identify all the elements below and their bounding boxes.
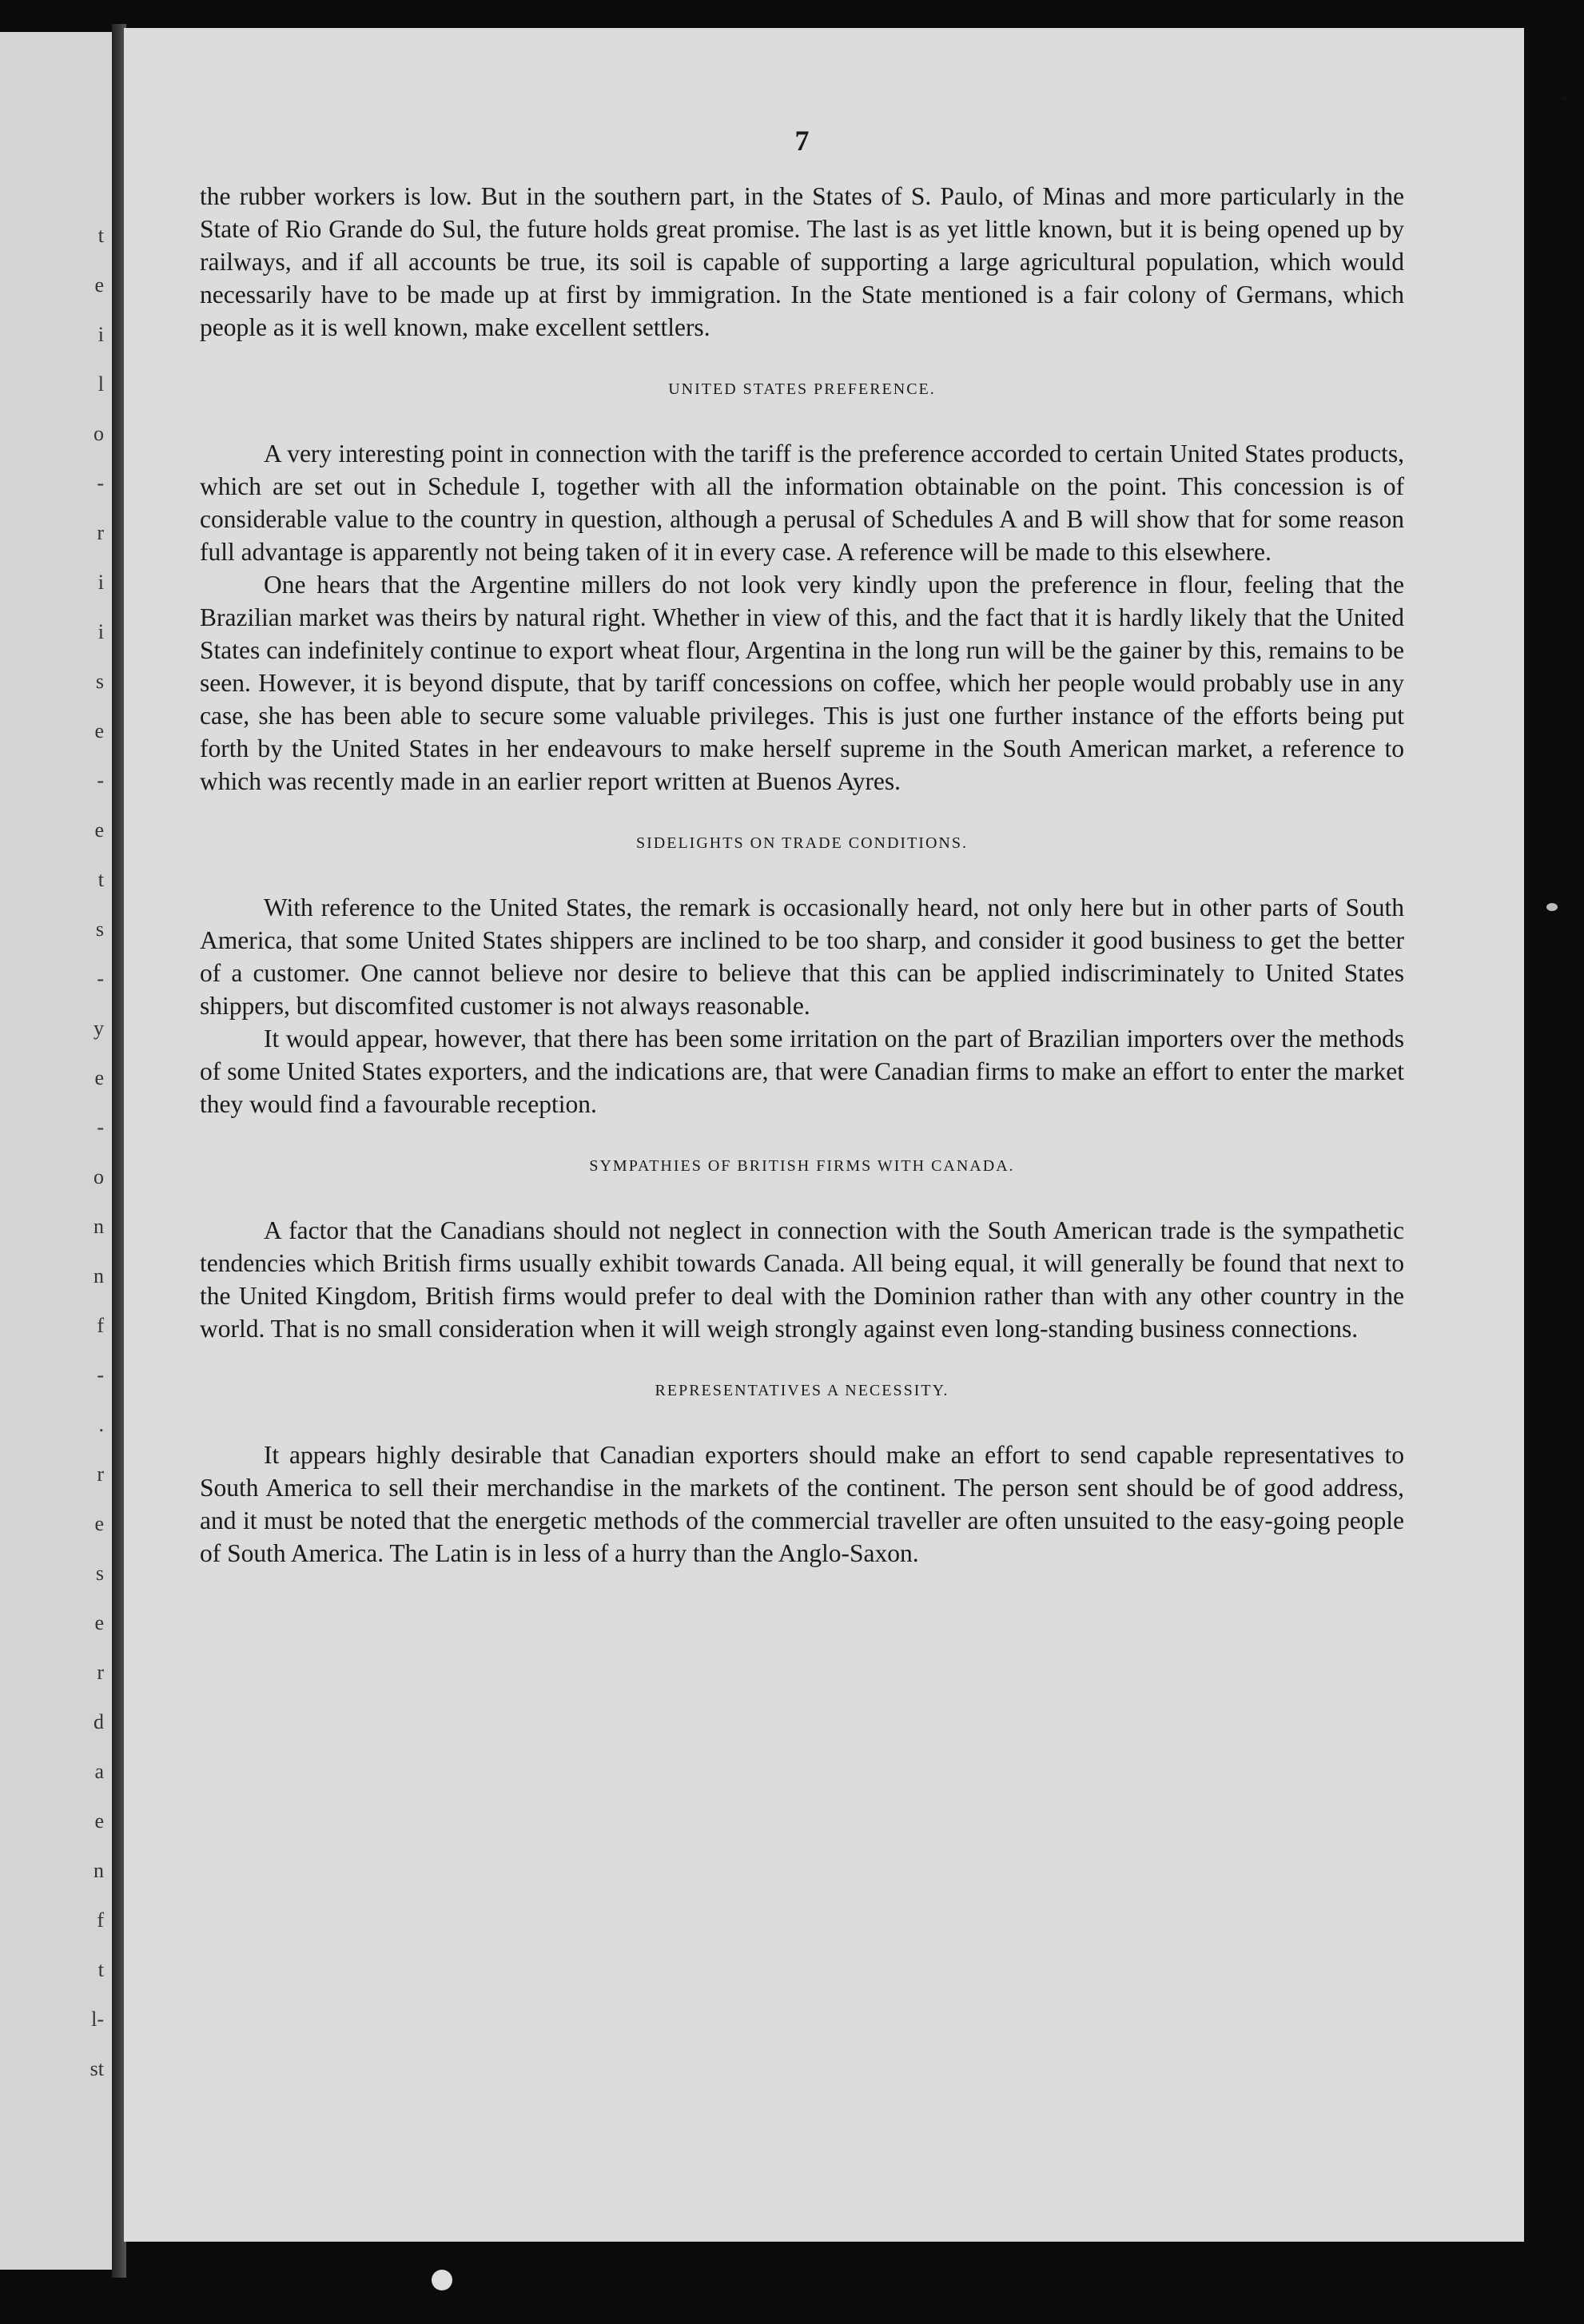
prev-page-fragment: s xyxy=(95,1562,104,1585)
prev-page-fragment: f xyxy=(97,1314,104,1337)
prev-page-fragment: a xyxy=(94,1760,104,1783)
prev-page-fragment: - xyxy=(97,1116,104,1139)
prev-page-fragment: st xyxy=(90,2057,104,2080)
section-heading-sympathies: SYMPATHIES OF BRITISH FIRMS WITH CANADA. xyxy=(589,1157,1015,1175)
prev-page-fragment: n xyxy=(94,1859,104,1882)
prev-page-fragment: l xyxy=(98,372,104,396)
prev-page-fragment: e xyxy=(94,719,104,742)
scan-speck xyxy=(1562,96,1567,101)
prev-page-fragment: e xyxy=(94,1611,104,1634)
prev-page-fragment: o xyxy=(94,1165,104,1188)
prev-page-fragment: r xyxy=(97,521,104,544)
scan-speck xyxy=(432,2270,452,2290)
prev-page-fragment: l- xyxy=(91,2008,104,2031)
prev-page-fragment: n xyxy=(94,1215,104,1238)
document-page xyxy=(124,28,1524,2242)
prev-page-fragment: t xyxy=(98,1958,104,1981)
prev-page-fragment: e xyxy=(94,818,104,842)
previous-page-edge xyxy=(0,32,112,2270)
intro-paragraph: the rubber workers is low. But in the southern part, in the States of S. Paulo, of Minas and more particularly in the State of Rio Grande do Sul, the future holds great promise. The last is as yet little known, but it is being opened up by railways, and if all accounts be true, its soil is capable of supporting a large agricultural population, which would necessarily have to be made up at first by immigration. In the State mentioned is a fair colony of Germans, which people as it is well known, make excellent settlers. xyxy=(200,182,1404,341)
section-heading-united-states-preference: UNITED STATES PREFERENCE. xyxy=(668,380,936,398)
prev-page-fragment: i xyxy=(98,620,104,643)
paragraph: A factor that the Canadians should not neglect in connection with the South American trade is the sympathetic tendencies which British firms usually exhibit towards Canada. All being equal, it will generally be found that next to the United Kingdom, British firms would prefer to deal with the Dominion rather than with any other country in the world. That is no small consideration when it will weigh strongly against even long-standing business connections. xyxy=(200,1216,1404,1343)
prev-page-fragment: - xyxy=(97,472,104,495)
scan-speck xyxy=(1546,903,1558,911)
prev-page-fragment: r xyxy=(97,1462,104,1486)
prev-page-fragment: n xyxy=(94,1264,104,1287)
section-heading-sidelights: SIDELIGHTS ON TRADE CONDITIONS. xyxy=(636,834,968,852)
prev-page-fragment: t xyxy=(98,224,104,247)
paragraph: It appears highly desirable that Canadian exporters should make an effort to send capable representatives to South America to sell their merchandise in the markets of the continent. The person sent should be of good address, and it must be noted that the energetic methods of the commercial traveller are often unsuited to the easy-going people of South America. The Latin is in less of a hurry than the Anglo-Saxon. xyxy=(200,1441,1404,1567)
prev-page-fragment: f xyxy=(97,1908,104,1932)
prev-page-fragment: - xyxy=(97,769,104,792)
page-number: 7 xyxy=(794,125,810,157)
prev-page-fragment: - xyxy=(97,1363,104,1387)
prev-page-fragment: d xyxy=(94,1710,104,1733)
paragraph: It would appear, however, that there has been some irritation on the part of Brazilian importers over the methods of some United States exporters, and the indications are, that were Canadian firms to make an effort to enter the market they would find a favourable reception. xyxy=(200,1025,1404,1118)
prev-page-fragment: r xyxy=(97,1661,104,1684)
section-heading-representatives: REPRESENTATIVES A NECESSITY. xyxy=(655,1382,949,1399)
prev-page-fragment: e xyxy=(94,1809,104,1833)
prev-page-fragment: - xyxy=(97,967,104,990)
prev-page-fragment: o xyxy=(94,422,104,445)
prev-page-fragment: s xyxy=(95,917,104,941)
paragraph: A very interesting point in connection with the tariff is the preference accorded to certain United States products, which are set out in Schedule I, together with all the information obtainable on the point. This concession is of considerable value to the country in question, although a perusal of Schedules A and B will show that for some reason full advantage is apparently not being taken of it in every case. A reference will be made to this elsewhere. xyxy=(200,440,1404,566)
prev-page-fragment: i xyxy=(98,323,104,346)
prev-page-fragment: t xyxy=(98,868,104,891)
prev-page-fragment: e xyxy=(94,273,104,296)
prev-page-fragment: s xyxy=(95,670,104,693)
prev-page-fragment: e xyxy=(94,1066,104,1089)
prev-page-fragment: y xyxy=(94,1017,104,1040)
prev-page-fragment: i xyxy=(98,571,104,594)
prev-page-fragment: . xyxy=(98,1413,104,1436)
paragraph: One hears that the Argentine millers do not look very kindly upon the preference in flour, feeling that the Brazilian market was theirs by natural right. Whether in view of this, and the fact that it is hardly likely that the United States can indefinitely continue to export wheat flour, Argentina in the long run will be the gainer by this, remains to be seen. However, it is beyond dispute, that by tariff concessions on coffee, which her people would probably use in any case, she has been able to secure some valuable privileges. This is just one further instance of the efforts being put forth by the United States in her endeavours to make herself supreme in the South American market, a reference to which was recently made in an earlier report written at Buenos Ayres. xyxy=(200,571,1404,795)
paragraph: With reference to the United States, the remark is occasionally heard, not only here but in other parts of South America, that some United States shippers are inclined to be too sharp, and consider it good business to get the better of a customer. One cannot believe nor desire to believe that this can be applied indiscriminately to United States shippers, but discomfited customer is not always reasonable. xyxy=(200,893,1404,1020)
prev-page-fragment: e xyxy=(94,1512,104,1535)
